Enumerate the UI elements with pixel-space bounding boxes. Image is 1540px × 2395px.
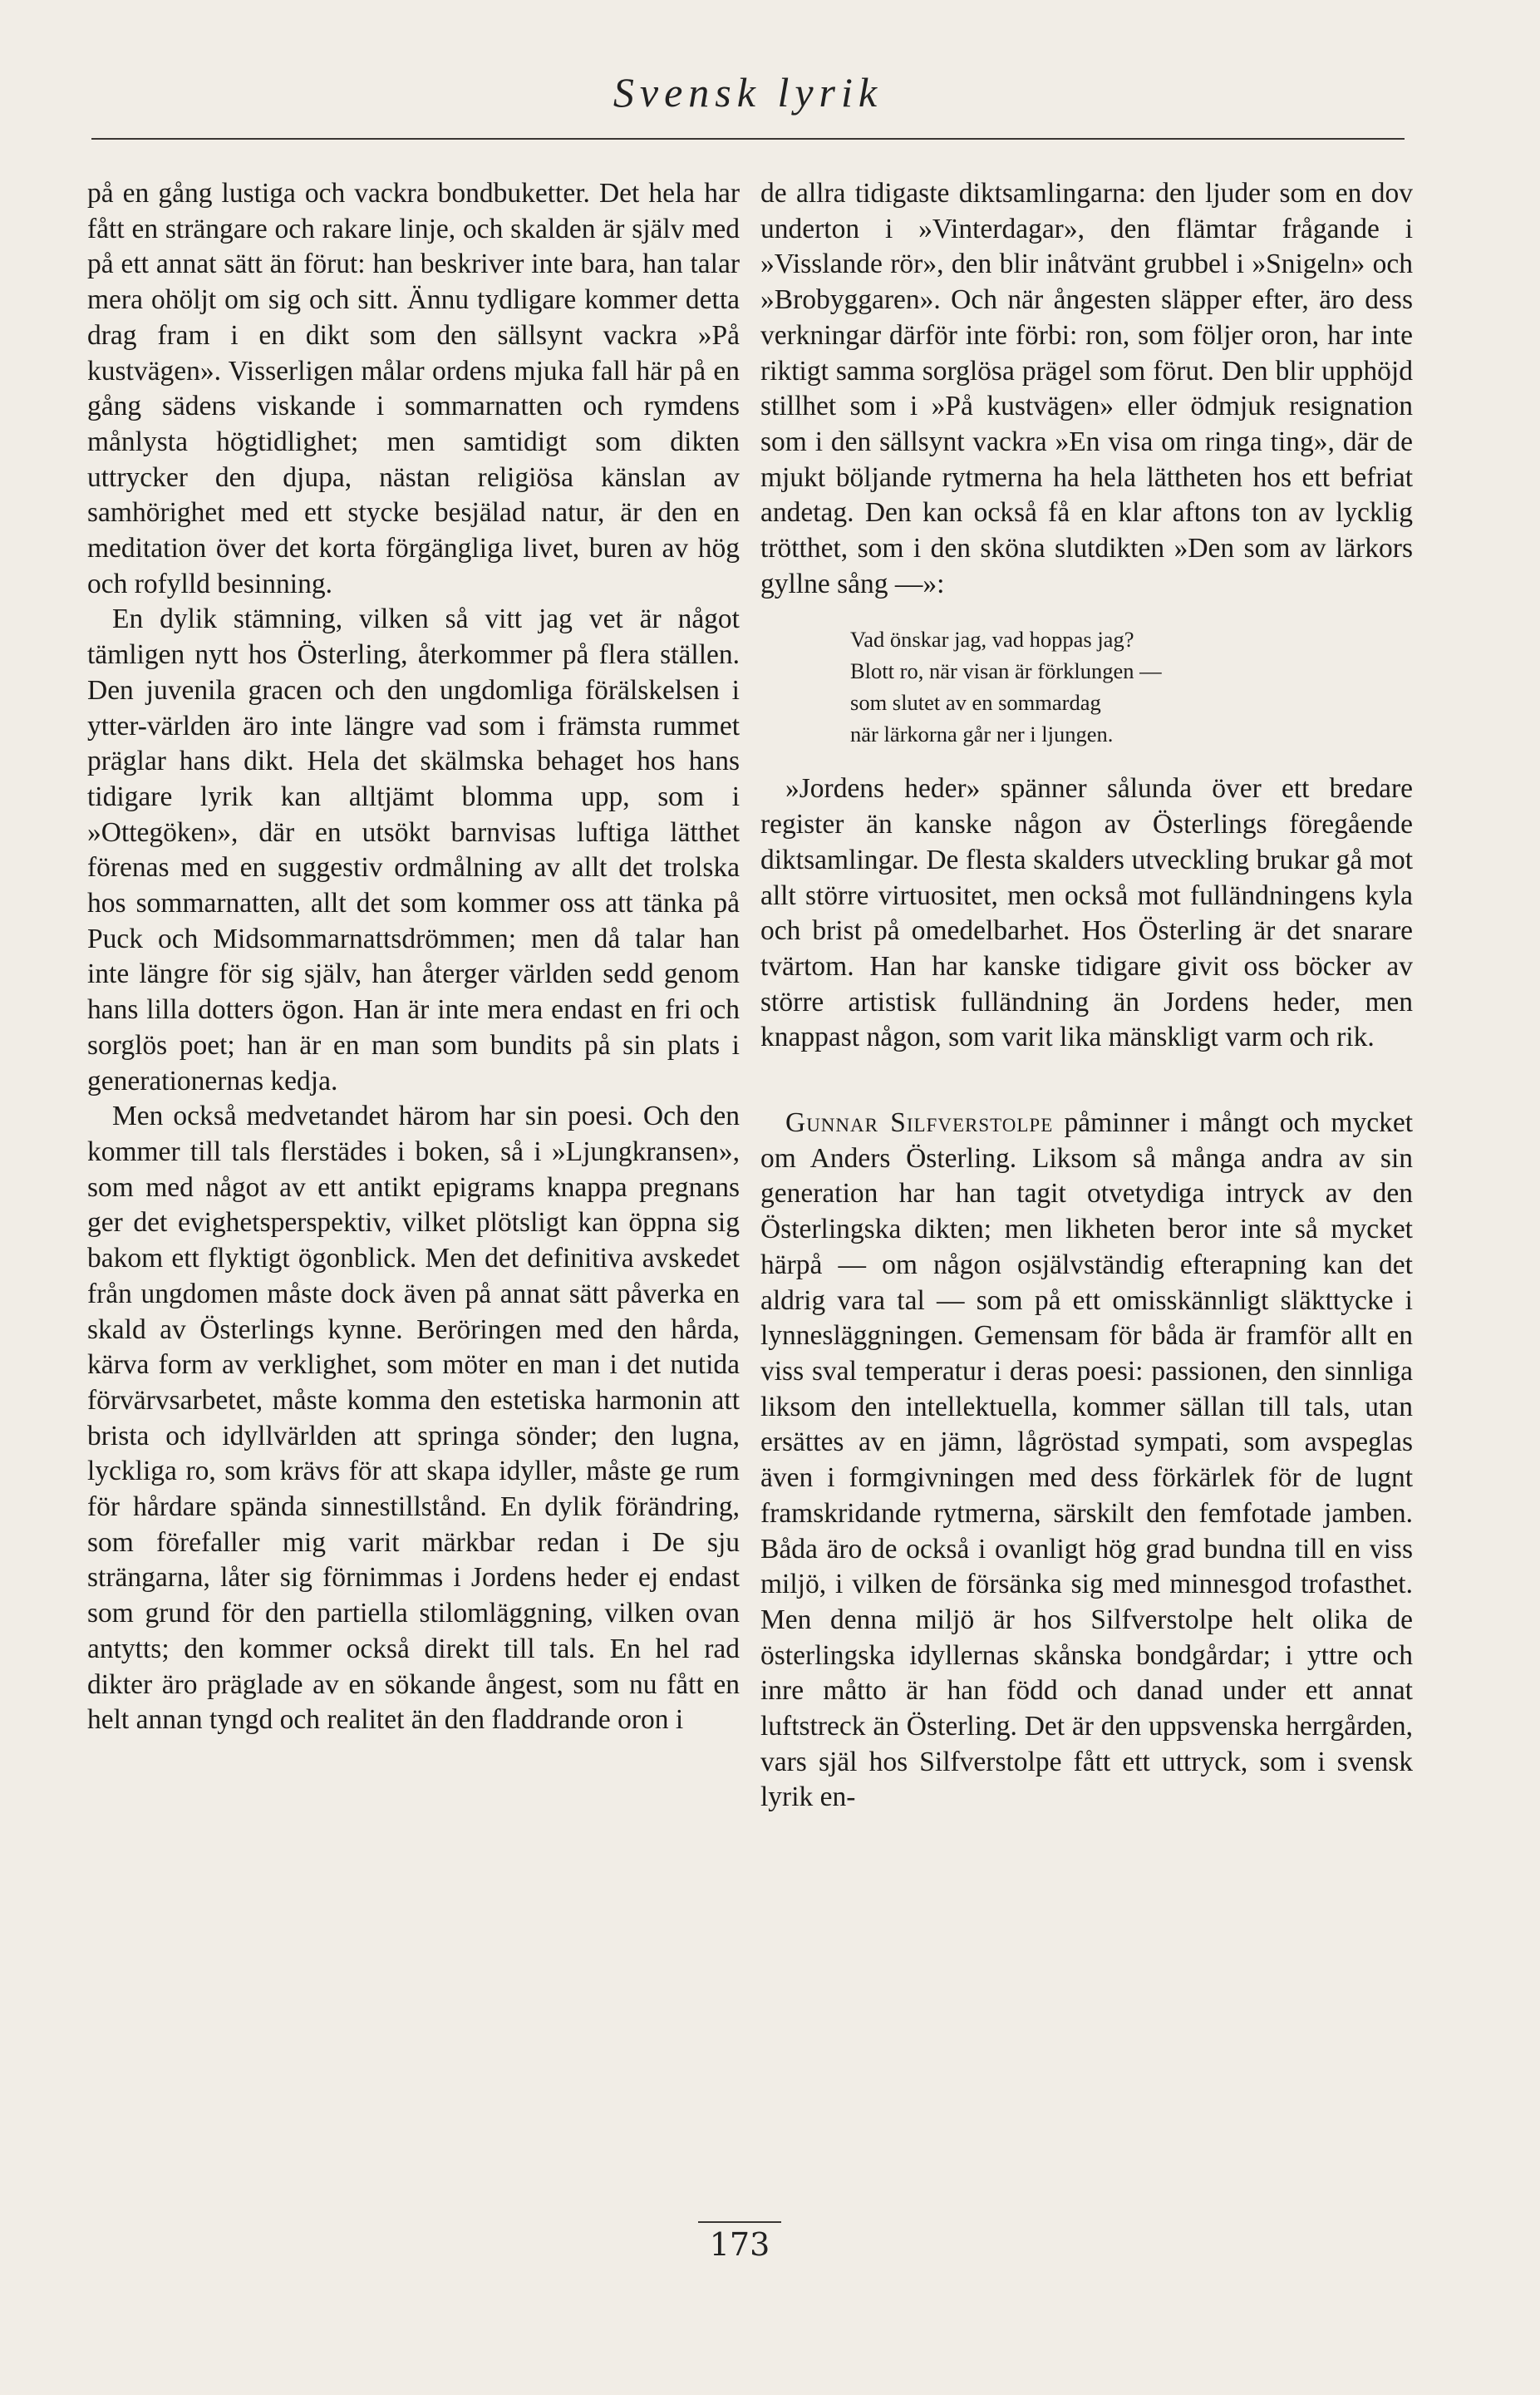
- running-head: Svensk lyrik: [613, 69, 883, 116]
- body-paragraph: En dylik stämning, vilken så vitt jag vet är något tämligen nytt hos Österling, återkommer på flera ställen. Den juvenila gracen och den ungdomliga förälskelsen i ytter-världen äro inte längre vad som i främsta rummet präglar hans dikt. Hela det skälmska behaget hos hans tidigare lyrik kan alltjämt blomma upp, som i »Ottegöken», där en utsökt barnvisas luftiga lätthet förenas med en suggestiv ordmålning av allt det trolska hos sommarnatten, allt det som kommer oss att tänka på Puck och Midsommarnattsdrömmen; men då talar han inte längre för sig själv, han återger världen sedd genom hans lilla dotters ögon. Han är inte mera endast en fri och sorglös poet; han är en man som bundits på sin plats i generationernas kedja.: [87, 604, 740, 1096]
- author-name: Gunnar Silfverstolpe: [785, 1107, 1054, 1139]
- body-paragraph: [760, 1106, 1413, 1816]
- body-paragraph: »Jordens heder» spänner sålunda över ett bredare register än kanske någon av Österlings föregående diktsamlingar. De flesta skalders utveckling brukar gå mot allt större virtuositet, men också mot fulländningens kyla och brist på omedelbarhet. Hos Österling är det snarare tvärtom. Han har kanske tidigare givit oss böcker av större artistisk fulländning än Jordens heder, men knappast någon, som varit lika mänskligt varm och rik.: [760, 773, 1413, 1053]
- poem-quote: [850, 623, 1413, 750]
- poem-line: när lärkorna går ner i ljungen.: [850, 722, 1114, 747]
- right-column: [760, 176, 1413, 2205]
- left-column: [87, 176, 740, 2205]
- poem-line: Vad önskar jag, vad hoppas jag?: [850, 627, 1134, 653]
- body-paragraph: Men också medvetandet härom har sin poesi. Och den kommer till tals flerstädes i boken, så i »Ljungkransen», som med något av ett antikt epigrams knappa pregnans ger det evighetsperspektiv, vilket plötsligt kan öppna sig bakom ett flyktigt ögonblick. Men det definitiva avskedet från ungdomen måste dock även på annat sätt påverka en skald av Österlings kynne. Beröringen med den hårda, kärva form av verklighet, som möter en man i det nutida förvärvsarbetet, måste komma den estetiska harmonin att brista och idyllvärlden att springa sönder; den lugna, lyckliga ro, som krävs för att skapa idyller, måste ge rum för hårdare spända sinnestillstånd. En dylik förändring, som förefaller mig varit märkbar redan i De sju strängarna, låter sig förnimmas i Jordens heder ej endast som grund för den partiella stilomläggning, vilken ovan antytts; den kommer också direkt till tals. En hel rad dikter äro präglade av en sökande ångest, som nu fått en helt annan tyngd och realitet än den fladdrande oron i: [87, 1101, 740, 1736]
- footer-rule: [698, 2221, 781, 2223]
- section-gap: [760, 1056, 1413, 1106]
- poem-line: som slutet av en sommardag: [850, 690, 1101, 716]
- poem-line: Blott ro, när visan är förklungen —: [850, 658, 1162, 684]
- body-paragraph: de allra tidigaste diktsamlingarna: den ljuder som en dov underton i »Vinterdagar», den flämtar frågande i »Visslande rör», den blir inåtvänt grubbel i »Snigeln» och »Brobyggaren». Och när ångesten släpper efter, äro dess verkningar därför inte förbi: ron, som följer oron, har inte riktigt samma sorglösa prägel som förut. Den blir upphöjd stillhet som i »På kustvägen» eller ödmjuk resignation som i den sällsynt vackra »En visa om ringa ting», där de mjukt böljande rytmerna ha hela lättheten hos ett befriat andetag. Den kan också få en klar aftons ton av lycklig trötthet, som i den sköna slutdikten »Den som av lärkors gyllne sång —»:: [760, 178, 1413, 599]
- body-paragraph: på en gång lustiga och vackra bondbuketter. Det hela har fått en strängare och rakare linje, och skalden är själv med på ett annat sätt än förut: han beskriver inte bara, han talar mera ohöljt om sig och sitt. Ännu tydligare kommer detta drag fram i en dikt som den sällsynt vackra »På kustvägen». Visserligen målar ordens mjuka fall här på en gång sädens viskande i sommarnatten och rymdens månlysta högtidlighet; men samtidigt som dikten uttrycker den djupa, nästan religiösa känslan av samhörighet med ett stycke besjälad natur, är den en meditation över det korta förgängliga livet, buren av hög och rofylld besinning.: [87, 178, 740, 599]
- page-number: 173: [709, 2226, 770, 2263]
- paragraph-text: påminner i mångt och mycket om Anders Österling. Liksom så många andra av sin generation har han tagit otvetydiga intryck av den Österlingska dikten; men likheten beror inte så mycket härpå — om någon osjälvständig efterapning kan det aldrig vara tal — som på ett omisskännligt släkttycke i lynnesläggningen. Gemensam för båda är framför allt en viss sval temperatur i deras poesi: passionen, den sinnliga liksom den intellektuella, kommer sällan till tals, utan ersättes av en jämn, lågröstad sympati, som avspeglas även i formgivningen med dess förkärlek för de lugnt framskridande rytmerna, särskilt den femfotade jamben. Båda äro de också i ovanligt hög grad bundna till en viss miljö, i vilken de försänka sig med minnesgod trofasthet. Men denna miljö är hos Silfverstolpe helt olika de österlingska idyllernas skånska bondgårdar; i yttre och inre måtto är han född och danad under ett annat luftstreck än Österling. Det är den uppsvenska herrgården, vars själ hos Silfverstolpe fått ett uttryck, som i svensk lyrik en-: [760, 1107, 1413, 1813]
- header-rule: [91, 138, 1405, 140]
